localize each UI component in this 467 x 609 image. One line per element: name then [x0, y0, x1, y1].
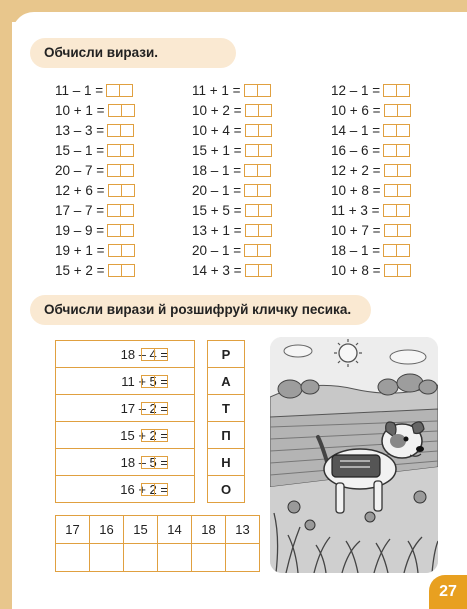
expression-row [331, 140, 411, 160]
cipher-letter: Т [208, 395, 245, 422]
expression-row [55, 260, 135, 280]
answer-box[interactable] [108, 244, 135, 257]
expression-row [192, 100, 272, 120]
cipher-expression: 18 – 5 = [120, 454, 168, 470]
expression: 10 + 2 = [192, 102, 242, 118]
expression-row [192, 80, 272, 100]
answer-box[interactable] [384, 164, 411, 177]
expression-row [331, 240, 411, 260]
expression: 19 + 1 = [55, 242, 105, 258]
answer-box[interactable] [384, 104, 411, 117]
cipher-row [56, 422, 245, 449]
decode-answer-table [55, 515, 260, 572]
task1-column-1 [55, 80, 135, 280]
cipher-expression: 15 + 2 = [120, 427, 168, 443]
expression-row [331, 200, 411, 220]
answer-box[interactable] [108, 104, 135, 117]
answer-box[interactable] [106, 84, 133, 97]
answer-number: 13 [226, 516, 260, 544]
answer-number: 15 [124, 516, 158, 544]
expression-row [192, 180, 272, 200]
cipher-gap [195, 422, 208, 449]
expression: 20 – 7 = [55, 162, 105, 178]
answer-letter-cell[interactable] [192, 544, 226, 572]
cipher-expression: 18 – 4 = [120, 346, 168, 362]
answer-box[interactable] [108, 264, 135, 277]
page-frame-left [0, 0, 12, 609]
cipher-gap [195, 368, 208, 395]
expression: 20 – 1 = [192, 242, 242, 258]
answer-letter-cell[interactable] [226, 544, 260, 572]
expression: 17 – 7 = [55, 202, 105, 218]
expression-row [55, 140, 135, 160]
expression-row [192, 160, 272, 180]
expression: 10 + 7 = [331, 222, 381, 238]
expression: 15 + 2 = [55, 262, 105, 278]
answer-box[interactable] [383, 124, 410, 137]
expression-row [192, 120, 272, 140]
answer-box[interactable] [107, 204, 134, 217]
expression: 15 – 1 = [55, 142, 105, 158]
cipher-letter: Н [208, 449, 245, 476]
task1-column-2 [192, 80, 272, 280]
expression-row [55, 160, 135, 180]
expression-row [55, 200, 135, 220]
answer-box[interactable] [141, 402, 168, 415]
cipher-letter: П [208, 422, 245, 449]
expression-row [192, 220, 272, 240]
expression: 12 + 6 = [55, 182, 105, 198]
expression-row [331, 220, 411, 240]
expression-row [55, 240, 135, 260]
answer-letter-cell[interactable] [90, 544, 124, 572]
expression: 11 + 1 = [192, 82, 241, 98]
cipher-expression-cell [56, 476, 195, 503]
expression-row [331, 120, 411, 140]
expression-row [331, 160, 411, 180]
answer-box[interactable] [244, 84, 271, 97]
expression: 11 + 3 = [331, 202, 380, 218]
answer-box[interactable] [245, 204, 272, 217]
expression: 18 – 1 = [192, 162, 242, 178]
answer-box[interactable] [244, 244, 271, 257]
expression-row [55, 220, 135, 240]
expression-row [192, 140, 272, 160]
answer-box[interactable] [245, 224, 272, 237]
answer-box[interactable] [383, 204, 410, 217]
expression: 12 + 2 = [331, 162, 381, 178]
expression: 13 + 1 = [192, 222, 242, 238]
answer-box[interactable] [107, 124, 134, 137]
expression: 12 – 1 = [331, 82, 381, 98]
expression: 10 + 8 = [331, 262, 381, 278]
answer-box[interactable] [244, 184, 271, 197]
cipher-expression-cell [56, 395, 195, 422]
expression-row [192, 240, 272, 260]
page-number: 27 [429, 575, 467, 609]
answer-box[interactable] [245, 144, 272, 157]
expression-row [331, 100, 411, 120]
expression: 18 – 1 = [331, 242, 381, 258]
expression: 11 – 1 = [55, 82, 104, 98]
cipher-row [56, 449, 245, 476]
answer-box[interactable] [141, 456, 168, 469]
answer-box[interactable] [383, 84, 410, 97]
answer-box[interactable] [107, 224, 134, 237]
answer-letter-cell[interactable] [56, 544, 90, 572]
answer-number: 14 [158, 516, 192, 544]
cipher-expression: 11 + 5 = [121, 373, 168, 389]
expression: 14 + 3 = [192, 262, 242, 278]
expression-row [55, 120, 135, 140]
answer-box[interactable] [108, 184, 135, 197]
expression: 10 + 8 = [331, 182, 381, 198]
expression: 13 – 3 = [55, 122, 105, 138]
cipher-row [56, 341, 245, 368]
cipher-expression-cell [56, 341, 195, 368]
expression: 20 – 1 = [192, 182, 242, 198]
answer-box[interactable] [141, 429, 168, 442]
answer-number: 18 [192, 516, 226, 544]
answer-box[interactable] [383, 244, 410, 257]
cipher-row [56, 395, 245, 422]
expression: 14 – 1 = [331, 122, 381, 138]
dog-illustration-drawing [270, 337, 438, 573]
answer-box[interactable] [245, 264, 272, 277]
answer-box[interactable] [383, 144, 410, 157]
answer-box[interactable] [141, 483, 168, 496]
answer-box[interactable] [384, 224, 411, 237]
expression-row [55, 80, 135, 100]
answer-box[interactable] [244, 164, 271, 177]
expression: 15 + 1 = [192, 142, 242, 158]
cipher-expression: 17 – 2 = [120, 400, 168, 416]
answer-box[interactable] [384, 184, 411, 197]
cipher-table [55, 340, 245, 503]
cipher-row [56, 476, 245, 503]
task1-column-3 [331, 80, 411, 280]
expression: 10 + 1 = [55, 102, 105, 118]
cipher-expression: 16 + 2 = [120, 481, 168, 497]
answer-box[interactable] [245, 124, 272, 137]
cipher-expression-cell [56, 449, 195, 476]
answer-box[interactable] [107, 144, 134, 157]
cipher-gap [195, 395, 208, 422]
cipher-gap [195, 476, 208, 503]
answer-letter-cell[interactable] [158, 544, 192, 572]
answer-letter-row [56, 544, 260, 572]
task1-title: Обчисли вирази. [30, 38, 236, 68]
answer-box[interactable] [141, 348, 168, 361]
expression-row [55, 180, 135, 200]
cipher-expression-cell [56, 422, 195, 449]
answer-box[interactable] [384, 264, 411, 277]
answer-letter-cell[interactable] [124, 544, 158, 572]
expression: 16 – 6 = [331, 142, 381, 158]
answer-number-row [56, 516, 260, 544]
expression-row [192, 200, 272, 220]
task2-title: Обчисли вирази й розшифруй кличку песика. [30, 295, 371, 325]
expression-row [331, 80, 411, 100]
answer-box[interactable] [107, 164, 134, 177]
answer-box[interactable] [245, 104, 272, 117]
cipher-row [56, 368, 245, 395]
answer-box[interactable] [141, 375, 168, 388]
expression-row [331, 260, 411, 280]
answer-number: 16 [90, 516, 124, 544]
expression-row [331, 180, 411, 200]
cipher-letter: Р [208, 341, 245, 368]
cipher-gap [195, 449, 208, 476]
cipher-letter: А [208, 368, 245, 395]
expression: 15 + 5 = [192, 202, 242, 218]
expression-row [192, 260, 272, 280]
dog-illustration [270, 337, 438, 573]
expression: 19 – 9 = [55, 222, 105, 238]
answer-number: 17 [56, 516, 90, 544]
cipher-letter: О [208, 476, 245, 503]
cipher-gap [195, 341, 208, 368]
expression: 10 + 4 = [192, 122, 242, 138]
expression-row [55, 100, 135, 120]
cipher-expression-cell [56, 368, 195, 395]
expression: 10 + 6 = [331, 102, 381, 118]
